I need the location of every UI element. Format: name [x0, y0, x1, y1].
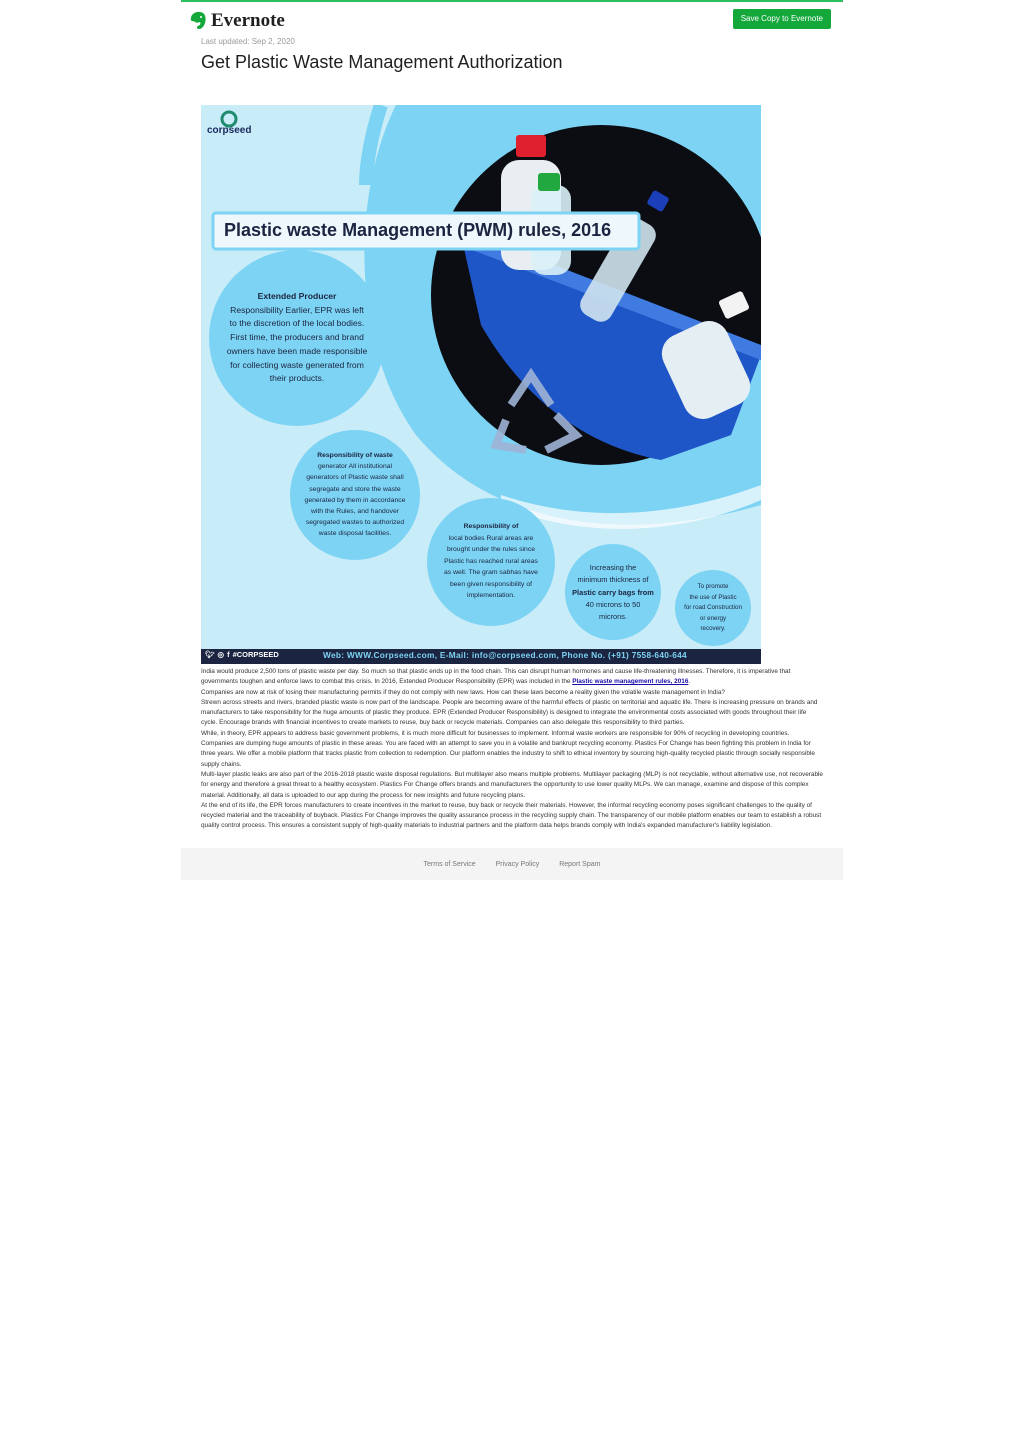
privacy-link[interactable]: Privacy Policy	[495, 860, 540, 868]
report-spam-link[interactable]: Report Spam	[559, 860, 601, 868]
infographic-headline: Plastic waste Management (PWM) rules, 2016	[224, 220, 612, 240]
last-updated: Last updated: Sep 2, 2020	[201, 37, 295, 46]
note-title: Get Plastic Waste Management Authorization	[201, 52, 563, 72]
infographic-image	[201, 105, 761, 664]
elephant-icon	[189, 11, 207, 31]
header	[181, 2, 843, 36]
evernote-logo[interactable]	[189, 10, 285, 32]
circle-local-bodies-text: Responsibility of local bodies Rural areas are brought under the rules since Plastic has reached rural areas as well. The gram sabhas have been given responsibility of implementation.	[444, 523, 538, 599]
circle-epr-text: Extended Producer Responsibility Earlier, EPR was left to the discretion of the local bodies. First time, the producers and brand owners have been made responsible for collecting waste generated from their products.	[226, 291, 368, 384]
circle-road-construction-text: To promote the use of Plastic for road Construction or energy recovery.	[684, 583, 742, 632]
instagram-icon: ◎	[217, 650, 225, 659]
note-body	[201, 667, 823, 848]
contact-line: Web: WWW.Corpseed.com, E-Mail: info@corpseed.com, Phone No. (+91) 7558-640-644	[323, 650, 687, 660]
paragraph: Strewn across streets and rivers, branded plastic waste is now part of the landscape. People are becoming aware of the harmful effects of plastic on territorial and aquatic life. There is increasing pressure on brands and manufacturers to take responsibility for the huge amounts of plastic they produce. EPR (Extended Producer Responsibility) is designed to integrate the environmental costs associated with goods throughout their life cycle. Encourage brands with financial incentives to create markets to reuse, buy back or recycle materials. Companies can also delegate this responsibility to third parties.	[201, 698, 818, 727]
twitter-icon: 🐦︎	[205, 650, 215, 659]
paragraph: India would produce 2,500 tons of plastic waste per day. So much so that plastic ends up in the food chain. This can disrupt human hormones and cause life-threatening illnesses. Therefore, it is imperative that governments toughen and enforce laws to combat this crisis. In 2016, Extended Producer Responsibility (EPR) was included in the Plastic waste management rules, 2016.	[201, 668, 791, 686]
paragraph: At the end of its life, the EPR forces manufacturers to create incentives in the market to reuse, buy back or recycle their materials. However, the informal recycling economy poses significant challenges to the quality of recycled material and the traceability of buyback. Plastics For Change improves the quality assurance process in the recycling supply chain. The transparency of our mobile platform enables our team to establish a robust quality control process. This ensures a consistent supply of high-quality materials to industrial partners and the platform data helps brands comply with India's expanded manufacturer's liability legislation.	[201, 801, 822, 830]
paragraph: While, in theory, EPR appears to address basic government problems, it is much more difficult for businesses to implement. Informal waste workers are responsible for 90% of recycling in developing countries. Companies are dumping huge amounts of plastic in these areas. You are faced with an attempt to save you in a volatile and bankrupt recycling economy. Plastics For Change has been fighting this problem in India for three years. We offer a mobile platform that tracks plastic from collection to redemption. Our platform enables the industry to shift to ethical inventory by sourcing high-quality recycled plastic through socially responsible supply chains.	[201, 729, 815, 768]
facebook-icon: f	[227, 650, 230, 659]
circle-carry-bags-text: Increasing the minimum thickness of Plastic carry bags from 40 microns to 50 microns.	[572, 563, 654, 622]
footer	[181, 848, 843, 880]
brand-name: Evernote	[211, 10, 285, 31]
paragraph: Companies are now at risk of losing their manufacturing permits if they do not comply with new laws. How can these laws become a reality given the volatile waste management in India?	[201, 688, 725, 696]
social-handle: 🐦︎ ◎ f #CORPSEED	[205, 650, 279, 659]
paragraph: Multi-layer plastic leaks are also part of the 2016-2018 plastic waste disposal regulations. But multilayer also means multiple problems. Multilayer packaging (MLP) is not recyclable, without alternative use, not recoverable for energy and therefore a great threat to a healthy ecosystem. Plastics For Change offers brands and manufacturers the opportunity to use lower quality MLPs. We can manage, examine and dispose of this complex material. Additionally, all data is uploaded to our app during the process for new insights and future recycling plans.	[201, 770, 823, 799]
save-copy-button[interactable]: Save Copy to Evernote	[733, 9, 831, 29]
pwm-rules-link[interactable]: Plastic waste management rules, 2016	[572, 678, 689, 686]
corpseed-logo-text: corpseed	[207, 125, 252, 136]
terms-link[interactable]: Terms of Service	[423, 860, 476, 868]
circle-waste-generator-text: Responsibility of waste generator All institutional generators of Plastic waste shall segregate and store the waste generated by them in accordance with the Rules, and handover segregated wastes to authorized waste disposal facilities.	[304, 452, 406, 538]
